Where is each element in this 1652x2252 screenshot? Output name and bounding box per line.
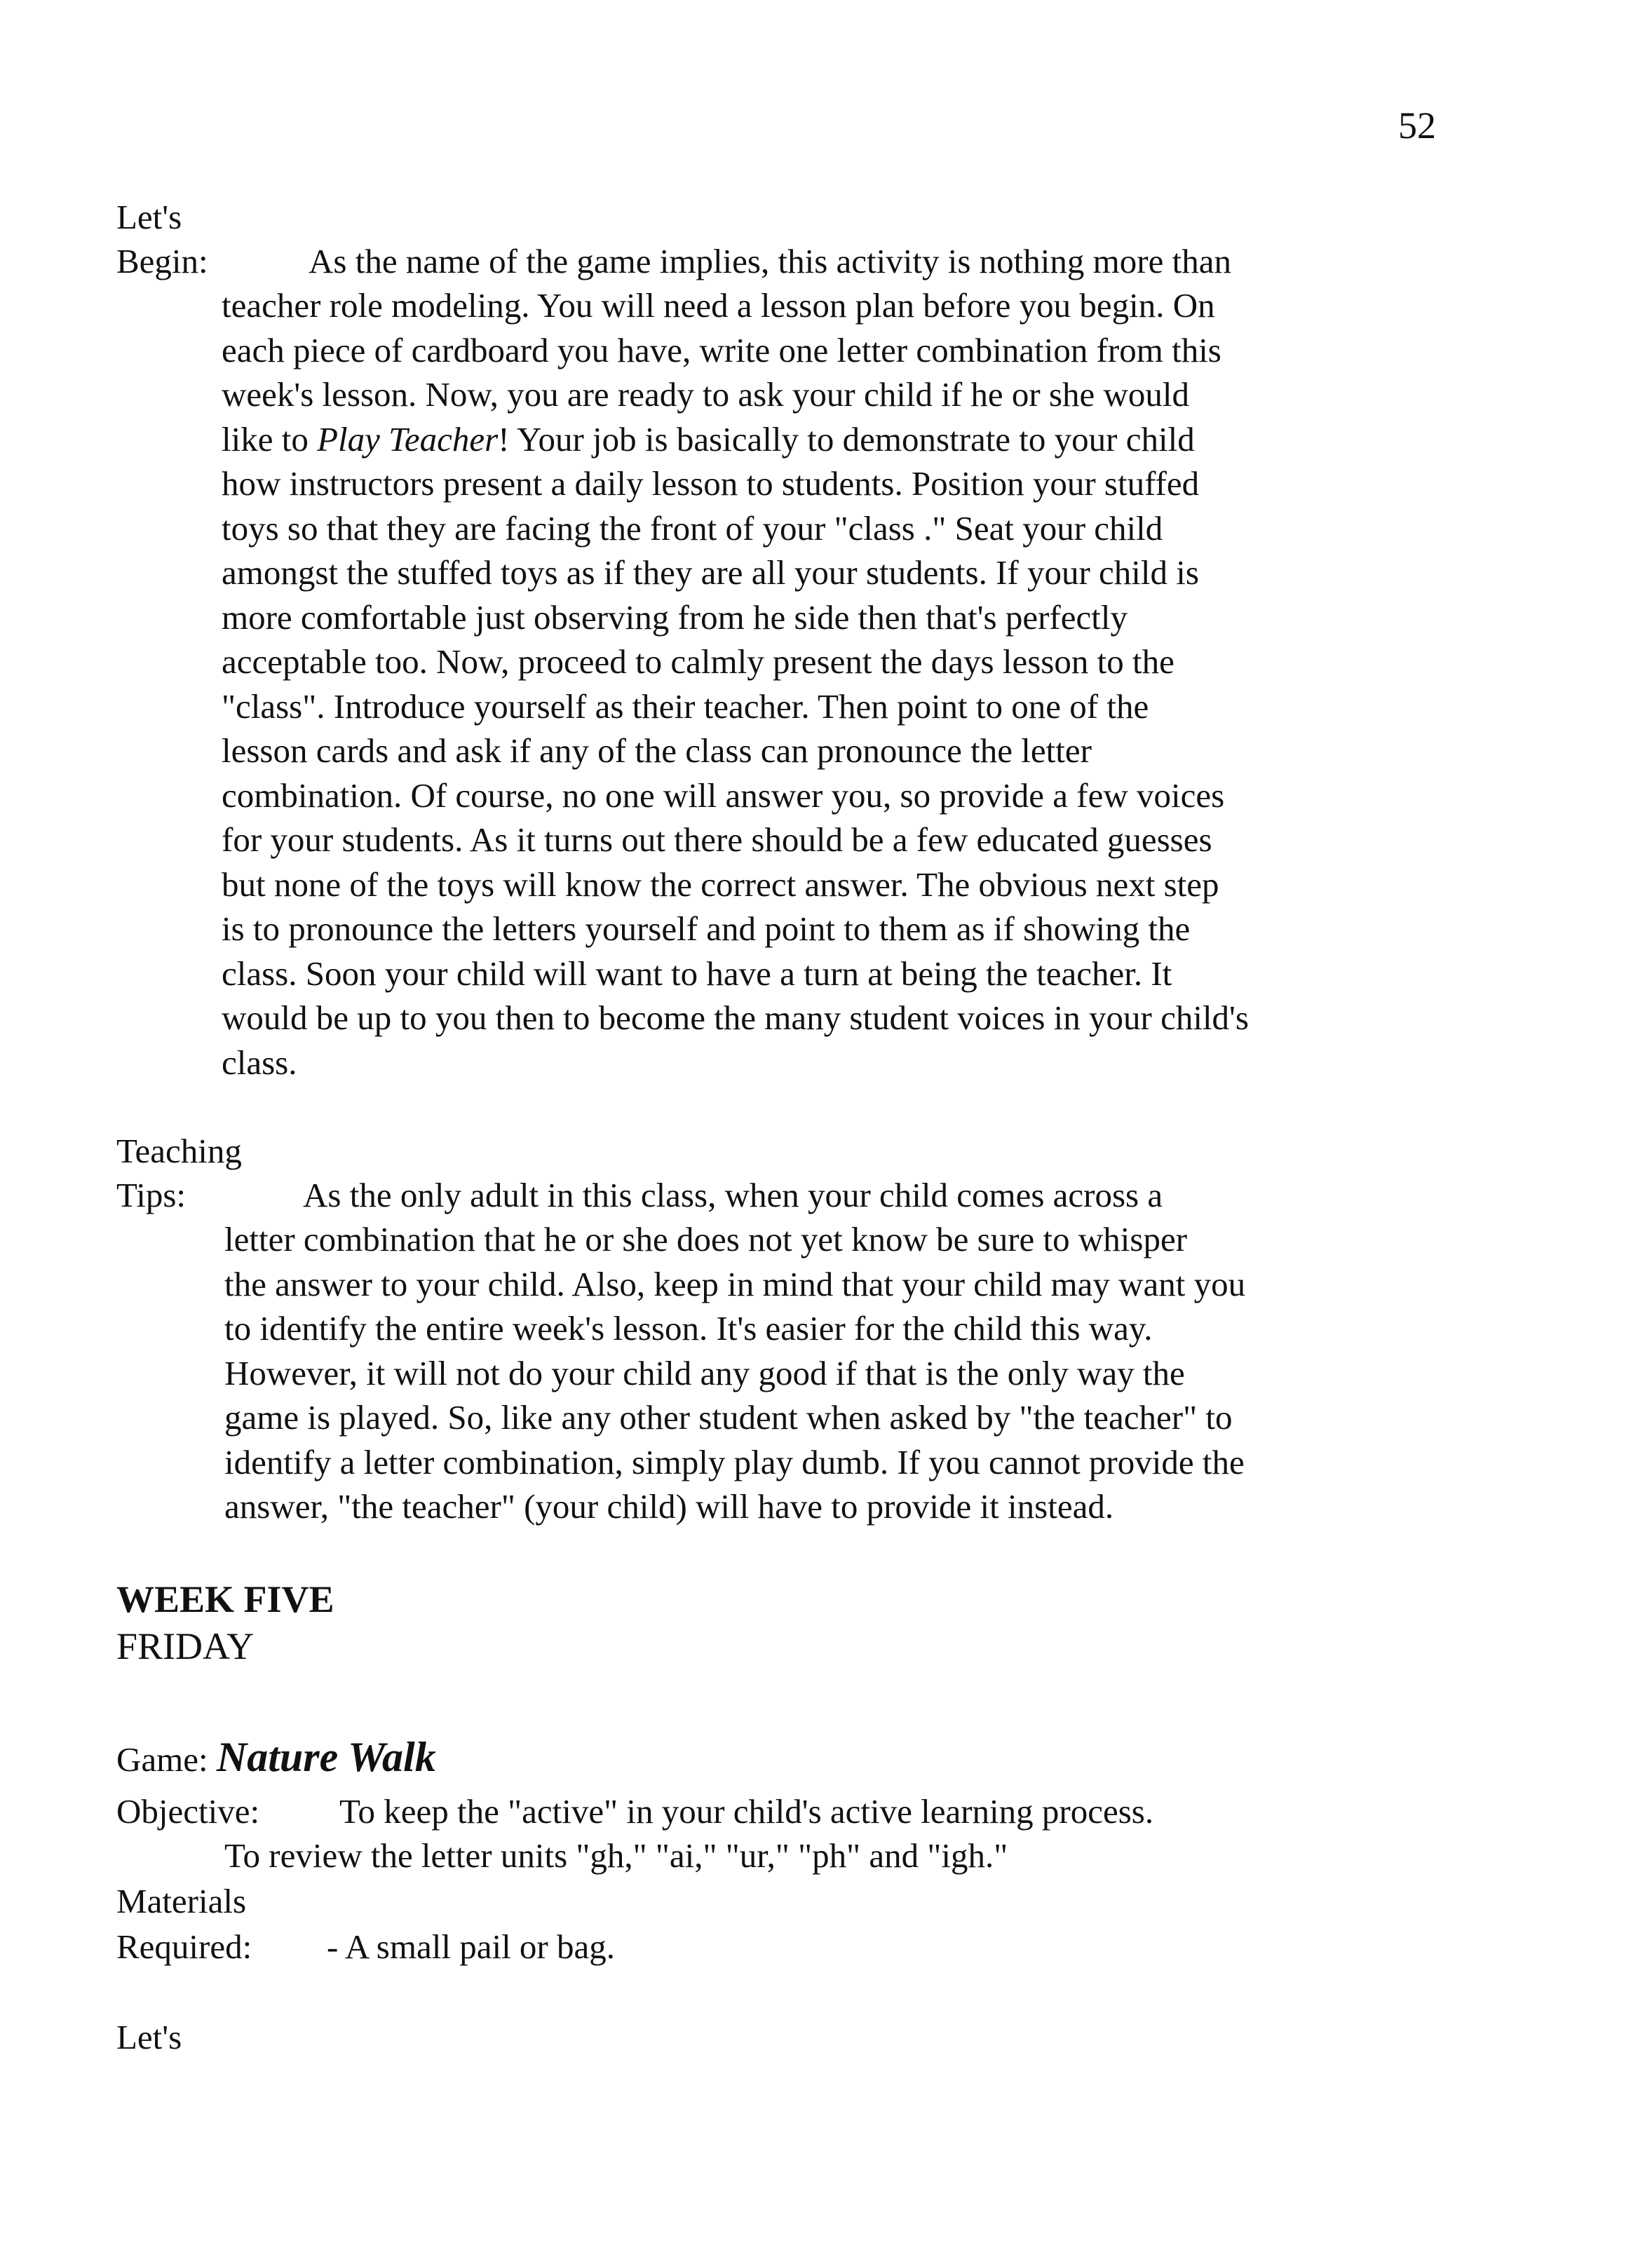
paragraph-line: more comfortable just observing from he side then that's perfectly bbox=[222, 597, 1128, 637]
game-title: Nature Walk bbox=[216, 1734, 436, 1780]
materials-label-line2: Required: bbox=[116, 1927, 252, 1966]
paragraph-line: acceptable too. Now, proceed to calmly present the days lesson to the bbox=[222, 642, 1174, 681]
paragraph-line: toys so that they are facing the front of your "class ." Seat your child bbox=[222, 508, 1163, 548]
play-teacher-italic: Play Teacher bbox=[317, 419, 499, 459]
paragraph-line: lesson cards and ask if any of the class can pronounce the letter bbox=[222, 731, 1092, 770]
paragraph-line: week's lesson. Now, you are ready to ask your child if he or she would bbox=[222, 375, 1190, 414]
paragraph-line: for your students. As it turns out there should be a few educated guesses bbox=[222, 820, 1212, 859]
paragraph-line: would be up to you then to become the many student voices in your child's bbox=[222, 998, 1249, 1037]
lets-begin-first-line: As the name of the game implies, this activity is nothing more than bbox=[309, 242, 1231, 280]
paragraph-line: letter combination that he or she does not yet know be sure to whisper bbox=[224, 1220, 1188, 1259]
week-heading: WEEK FIVE bbox=[116, 1578, 334, 1620]
lets-begin-paragraph bbox=[222, 283, 1249, 1085]
paragraph-line: but none of the toys will know the correct answer. The obvious next step bbox=[222, 864, 1219, 904]
paragraph-line: "class". Introduce yourself as their teacher. Then point to one of the bbox=[222, 686, 1149, 726]
paragraph-line: class. Soon your child will want to have a turn at being the teacher. It bbox=[222, 954, 1172, 993]
lets-trailing-label: Let's bbox=[116, 2018, 182, 2056]
paragraph-line-play-teacher bbox=[222, 417, 1249, 462]
paragraph-line: each piece of cardboard you have, write one letter combination from this bbox=[222, 330, 1221, 369]
paragraph-line: class. bbox=[222, 1043, 297, 1082]
teaching-tips-label-line2: Tips: bbox=[116, 1176, 187, 1214]
game-label: Game: bbox=[116, 1740, 217, 1779]
paragraph-line: the answer to your child. Also, keep in mind that your child may want you bbox=[224, 1264, 1246, 1303]
paragraph-line: game is played. So, like any other student when asked by "the teacher" to bbox=[224, 1398, 1233, 1437]
teaching-tips-paragraph bbox=[224, 1217, 1245, 1529]
objective-label: Objective: bbox=[116, 1792, 260, 1831]
teaching-tips-label-line1: Teaching bbox=[116, 1132, 242, 1170]
objective-line2: To review the letter units "gh," "ai," "ur," "ph" and "igh." bbox=[224, 1836, 1008, 1875]
teaching-tips-first-line: As the only adult in this class, when your child comes across a bbox=[303, 1176, 1163, 1214]
objective-line1: To keep the "active" in your child's active learning process. bbox=[339, 1792, 1154, 1831]
after-play-teacher-text: ! Your job is basically to demonstrate to your child bbox=[498, 419, 1195, 459]
materials-label-line1: Materials bbox=[116, 1882, 247, 1920]
paragraph-line: to identify the entire week's lesson. It's easier for the child this way. bbox=[224, 1309, 1153, 1348]
lets-begin-label-line2: Begin: bbox=[116, 242, 208, 280]
paragraph-line: answer, "the teacher" (your child) will have to provide it instead. bbox=[224, 1487, 1114, 1526]
day-heading: FRIDAY bbox=[116, 1625, 255, 1667]
paragraph-line: amongst the stuffed toys as if they are all your students. If your child is bbox=[222, 553, 1199, 592]
paragraph-line: is to pronounce the letters yourself and point to them as if showing the bbox=[222, 909, 1191, 948]
paragraph-line: identify a letter combination, simply play dumb. If you cannot provide the bbox=[224, 1442, 1245, 1481]
game-line bbox=[116, 1735, 436, 1782]
paragraph-line: However, it will not do your child any good if that is the only way the bbox=[224, 1353, 1185, 1392]
paragraph-line: teacher role modeling. You will need a lesson plan before you begin. On bbox=[222, 286, 1215, 325]
page-number: 52 bbox=[1398, 104, 1436, 147]
paragraph-line: combination. Of course, no one will answer you, so provide a few voices bbox=[222, 775, 1225, 815]
lets-begin-label-line1: Let's bbox=[116, 198, 182, 236]
materials-item: - A small pail or bag. bbox=[327, 1927, 615, 1966]
like-to-text: like to bbox=[222, 419, 318, 459]
paragraph-line: how instructors present a daily lesson to students. Position your stuffed bbox=[222, 464, 1200, 503]
